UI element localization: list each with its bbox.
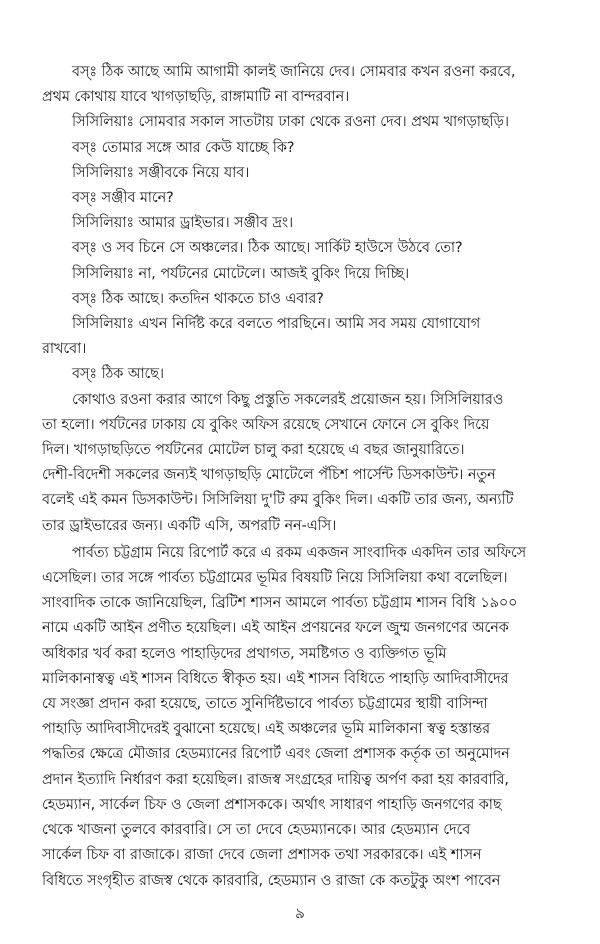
text-line: সিসিলিয়াঃ আমার ড্রাইভার। সঞ্জীব দ্রং। [72,215,294,232]
text-line: এসেছিল। তার সঙ্গে পার্বত্য চট্টগ্রামের ভূমির বিষয়টি নিয়ে সিসিলিয়া কথা বলেছিল। [42,570,508,587]
text-line: বস্‌ঃ তোমার সঙ্গে আর কেউ যাচ্ছে কি? [72,139,295,156]
text-line: বস্‌ঃ ঠিক আছে। [72,366,165,383]
text-line: বস্‌ঃ ঠিক আছে আমি আগামী কালই জানিয়ে দেব। সোমবার কখন রওনা করবে, [72,64,516,80]
text-line: সাংবাদিক তাকে জানিয়েছিল, ব্রিটিশ শাসন আমলে পার্বত্য চট্টগ্রাম শাসন বিধি ১৯০০ [42,595,518,612]
text-line: থেকে খাজনা তুলবে কারবারি। সে তা দেবে হেডম্যানকে। আর হেডম্যান দেবে [42,822,471,839]
text-line: পার্বত্য চট্টগ্রাম নিয়ে রিপোর্ট করে এ রকম একজন সাংবাদিক একদিন তার অফিসে [72,544,527,561]
text-line: সিসিলিয়াঃ সোমবার সকাল সাতটায় ঢাকা থেকে রওনা দেব। প্রথম খাগড়াছড়ি। [72,114,509,131]
text-line: বস্‌ঃ ঠিক আছে। কতদিন থাকতে চাও এবার? [72,290,324,307]
text-line: সিসিলিয়াঃ সঞ্জীবকে নিয়ে যাব। [72,164,250,181]
text-line: পদ্ধতির ক্ষেত্রে মৌজার হেডম্যানের রিপোর্ট এবং জেলা প্রশাসক কর্তৃক তা অনুমোদন [42,746,510,763]
text-line: বস্‌ঃ সঞ্জীব মানে? [72,190,174,207]
text-line: বস্‌ঃ ও সব চিনে সে অঞ্চলের। ঠিক আছে। সার্কিট হাউসে উঠবে তো? [72,240,463,257]
text-line: সিসিলিয়াঃ না, পর্যটনের মোটেলে। আজই বুকিং দিয়ে দিচ্ছি। [72,265,410,282]
text-line: হেডম্যান, সার্কেল চিফ ও জেলা প্রশাসককে। অর্থাৎ সাধারণ পাহাড়ি জনগণের কাছ [42,796,502,813]
text-line: নামে একটি আইন প্রণীত হয়েছিল। এই আইন প্রণয়নের ফলে জুম্ম জনগণের অনেক [42,620,509,637]
text-line: দিল। খাগড়াছড়িতে পর্যটনের মোটেল চালু করা হয়েছে এ বছর জানুয়ারিতে। [42,442,465,459]
text-line: কোথাও রওনা করার আগে কিছু প্রস্তুতি সকলেরই প্রয়োজন হয়। সিসিলিয়ারও [72,391,504,408]
text-line: তা হলো। পর্যটনের ঢাকায় যে বুকিং অফিস রয়েছে সেখানে ফোনে সে বুকিং দিয়ে [42,416,490,433]
text-line: তার ড্রাইভারের জন্য। একটি এসি, অপরটি নন-এসি। [42,517,337,534]
page-body-text [42,60,560,894]
page-number: ৯ [295,904,305,922]
text-line: রাখবো। [42,341,87,358]
text-line: মালিকানাস্বত্ব এই শাসন বিধিতে স্বীকৃত হয়। এই শাসন বিধিতে পাহাড়ি আদিবাসীদের [42,670,509,687]
text-line: দেশী-বিদেশী সকলের জন্যই খাগড়াছড়ি মোটেলে পঁচিশ পার্সেন্ট ডিসকাউন্ট। নতুন [42,467,496,484]
text-line: পাহাড়ি আদিবাসীদেরই বুঝানো হয়েছে। এই অঞ্চলের ভূমি মালিকানা স্বত্ব হস্তান্তর [42,721,491,738]
text-line: যে সংজ্ঞা প্রদান করা হয়েছে, তাতে সুনির্দিষ্টভাবে পার্বত্য চট্টগ্রামের স্থায়ী বাসিন্দা [42,696,488,713]
text-line: প্রদান ইত্যাদি নির্ধারণ করা হয়েছিল। রাজস্ব সংগ্রহের দায়িত্ব অর্পণ করা হয় কারবারি, [42,771,509,788]
text-line: সার্কেল চিফ বা রাজাকে। রাজা দেবে জেলা প্রশাসক তথা সরকারকে। এই শাসন [42,847,482,864]
text-line: বলেই এই কমন ডিসকাউন্ট। সিসিলিয়া দু'টি রুম বুকিং দিল। একটি তার জন্য, অন্যটি [42,492,514,509]
text-line: প্রথম কোথায় যাবে খাগড়াছড়ি, রাঙ্গামাটি না বান্দরবান। [42,89,350,106]
text-line: বিধিতে সংগৃহীত রাজস্ব থেকে কারবারি, হেডম্যান ও রাজা কে কতটুকু অংশ পাবেন [42,872,501,889]
text-line: অধিকার খর্ব করা হলেও পাহাড়িদের প্রথাগত, সমষ্টিগত ও ব্যক্তিগত ভূমি [42,645,447,662]
text-line: সিসিলিয়াঃ এখন নির্দিষ্ট করে বলতে পারছিনে। আমি সব সময় যোগাযোগ [72,316,481,333]
